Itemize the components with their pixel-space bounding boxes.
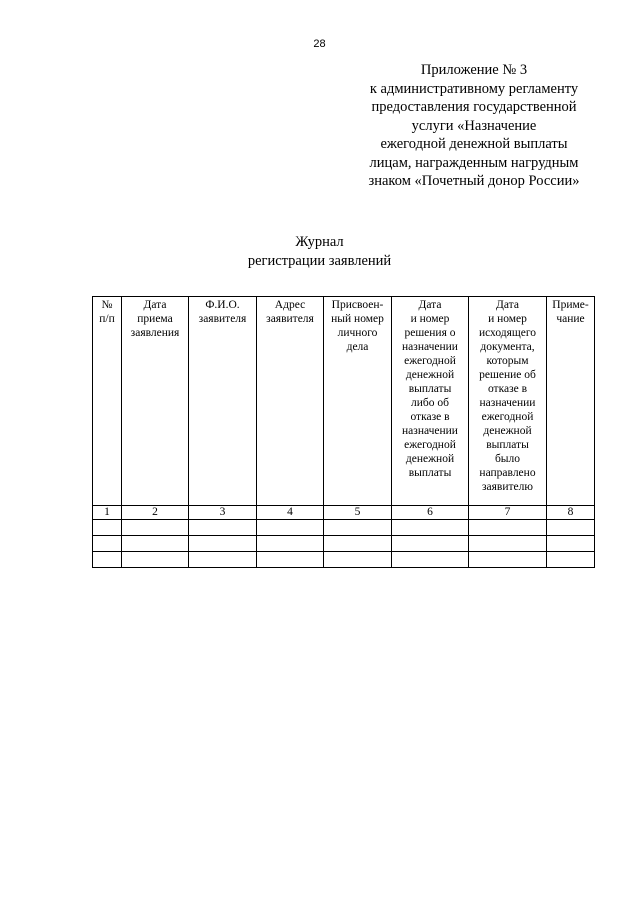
empty-row xyxy=(93,552,595,568)
empty-cell xyxy=(257,520,324,536)
column-number-row xyxy=(93,506,595,520)
empty-cell xyxy=(122,536,189,552)
journal-subtitle: регистрации заявлений xyxy=(247,252,392,269)
header-note: Приме- чание xyxy=(547,297,595,506)
empty-cell xyxy=(93,552,122,568)
empty-cell xyxy=(122,520,189,536)
empty-cell xyxy=(324,552,392,568)
column-number: 2 xyxy=(122,506,189,520)
column-number: 8 xyxy=(547,506,595,520)
empty-cell xyxy=(324,536,392,552)
header-case-number: Присвоен- ный номер личного дела xyxy=(324,297,392,506)
column-number: 3 xyxy=(189,506,257,520)
empty-cell xyxy=(469,552,547,568)
empty-cell xyxy=(122,552,189,568)
column-number: 4 xyxy=(257,506,324,520)
empty-row xyxy=(93,520,595,536)
column-number: 5 xyxy=(324,506,392,520)
empty-cell xyxy=(324,520,392,536)
journal-heading xyxy=(0,233,639,270)
header-decision: Дата и номер решения о назначении ежегодной денежной выплаты либо об отказе в назначении ежегодной денежной выплаты xyxy=(392,297,469,506)
empty-cell xyxy=(257,552,324,568)
header-date-received: Дата приема заявления xyxy=(122,297,189,506)
appendix-line: предоставления государственной xyxy=(371,99,577,115)
appendix-line: лицам, награжденным нагрудным xyxy=(369,154,579,171)
header-outgoing-document: Дата и номер исходящего документа, которым решение об отказе в назначении ежегодной денежной выплаты было направлено заявителю xyxy=(469,297,547,506)
empty-cell xyxy=(392,536,469,552)
column-number: 6 xyxy=(392,506,469,520)
empty-cell xyxy=(189,536,257,552)
registration-table xyxy=(92,296,595,568)
header-number: № п/п xyxy=(93,297,122,506)
appendix-line: услуги «Назначение xyxy=(411,117,537,134)
appendix-line: ежегодной денежной выплаты xyxy=(380,136,568,152)
header-applicant-name: Ф.И.О. заявителя xyxy=(189,297,257,506)
empty-cell xyxy=(547,520,595,536)
empty-cell xyxy=(93,536,122,552)
empty-cell xyxy=(469,520,547,536)
appendix-line: знаком «Почетный донор России» xyxy=(368,173,580,189)
page-number: 28 xyxy=(313,38,326,50)
header-applicant-address: Адрес заявителя xyxy=(257,297,324,506)
empty-cell xyxy=(469,536,547,552)
empty-cell xyxy=(392,520,469,536)
column-number: 1 xyxy=(93,506,122,520)
journal-title: Журнал xyxy=(295,234,344,250)
table-header-row xyxy=(93,297,595,506)
empty-cell xyxy=(392,552,469,568)
empty-cell xyxy=(189,552,257,568)
appendix-line: Приложение № 3 xyxy=(420,62,528,78)
empty-cell xyxy=(547,536,595,552)
empty-cell xyxy=(189,520,257,536)
empty-row xyxy=(93,536,595,552)
appendix-line: к административному регламенту xyxy=(369,80,579,97)
empty-cell xyxy=(547,552,595,568)
appendix-header xyxy=(359,61,589,191)
empty-cell xyxy=(257,536,324,552)
column-number: 7 xyxy=(469,506,547,520)
empty-cell xyxy=(93,520,122,536)
